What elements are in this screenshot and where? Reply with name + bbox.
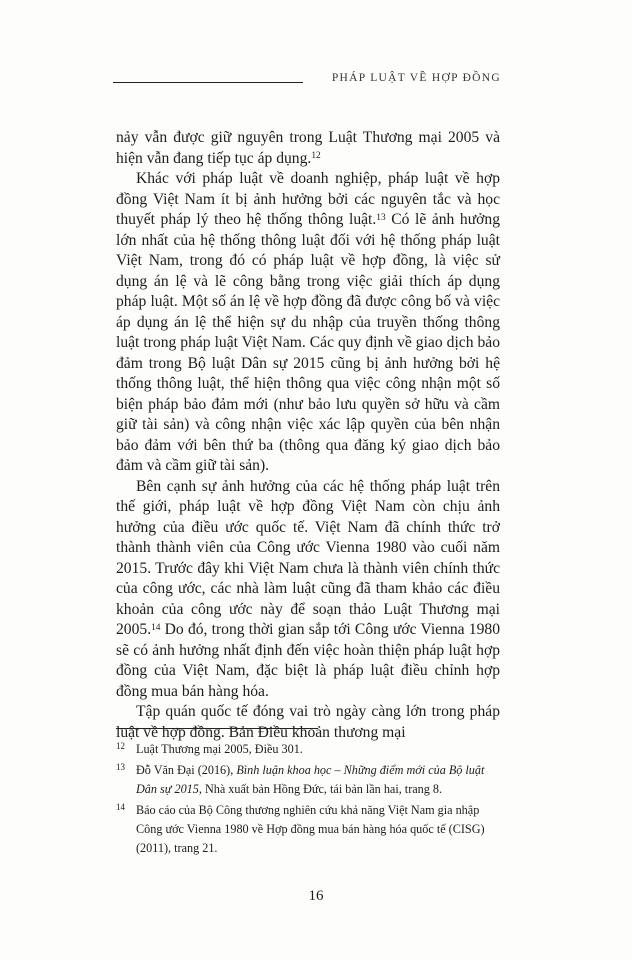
- footnote-text: [136, 740, 500, 759]
- text-run: Có lẽ ảnh hưởng lớn nhất của hệ thống thông luật đối với hệ thống pháp luật Việt Nam, trong đó có pháp luật về hợp đồng, là việc sử dụng án lệ và lẽ công bằng trong việc giải thích áp dụng pháp luật. Một số án lệ về hợp đồng đã được công bố và việc áp dụng án lệ thể hiện sự du nhập của truyền thống thông luật trong pháp luật Việt Nam. Các quy định về giao dịch bảo đảm trong Bộ luật Dân sự 2015 cũng bị ảnh hưởng bởi hệ thống thông luật, thể hiện thông qua việc công nhận một số biện pháp bảo đảm mới (như bảo lưu quyền sở hữu và cầm giữ tài sản) và công nhận việc xác lập quyền của bên nhận bảo đảm với bên thứ ba (thông qua đăng ký giao dịch bảo đảm và cầm giữ tài sản).: [116, 211, 500, 474]
- footnote-number: 12: [116, 741, 125, 751]
- text-run: , Nhà xuất bản Hồng Đức, tái bản lần hai, trang 8.: [198, 782, 443, 796]
- footnote: [116, 740, 500, 759]
- header-rule: [113, 82, 303, 83]
- footnote-number: 13: [116, 762, 125, 772]
- text-run: Bên cạnh sự ảnh hưởng của các hệ thống pháp luật trên thế giới, pháp luật về hợp đồng Việt Nam còn chịu ảnh hưởng của điều ước quốc tế. Việt Nam đã chính thức trở thành thành viên của Công ước Vienna 1980 vào cuối năm 2015. Trước đây khi Việt Nam chưa là thành viên chính thức của công ước, các nhà làm luật cũng đã tham khảo các điều khoản của công ước này để soạn thảo Luật Thương mại 2005.: [116, 477, 500, 638]
- footnote-ref: 14: [151, 622, 161, 633]
- running-header: [113, 70, 501, 92]
- text-run: Đỗ Văn Đại (2016),: [136, 763, 237, 777]
- footnote-number: 14: [116, 802, 125, 812]
- text-run: Tập quán quốc tế đóng vai trò ngày càng lớn trong pháp luật về hợp đồng. Bản Điều khoản thương mại: [116, 703, 500, 741]
- text-run: Luật Thương mại 2005, Điều 301.: [136, 742, 303, 756]
- paragraph: [116, 477, 500, 703]
- footnote: [116, 761, 500, 799]
- page-number: 16: [308, 888, 324, 904]
- text-run: Do đó, trong thời gian sắp tới Công ước Vienna 1980 sẽ có ảnh hưởng nhất định đến việc hoàn thiện pháp luật hợp đồng của Việt Nam, đặc biệt là pháp luật điều chỉnh hợp đồng mua bán hàng hóa.: [116, 621, 500, 700]
- footnote-rule: [116, 728, 318, 729]
- footnote: [116, 801, 500, 858]
- running-header-title: PHÁP LUẬT VỀ HỢP ĐỒNG: [331, 72, 501, 84]
- italic-title: Bình luận khoa học – Những điểm mới của Bộ luật Dân sự 2015: [136, 763, 485, 796]
- footnote-text: [136, 801, 500, 858]
- footnote-ref: 13: [376, 212, 386, 223]
- text-run: nảy vẫn được giữ nguyên trong Luật Thương mại 2005 và hiện vẫn đang tiếp tục áp dụng.: [116, 129, 500, 167]
- footnote-text: [136, 761, 500, 799]
- footnotes: [116, 740, 500, 860]
- text-run: Khác với pháp luật về doanh nghiệp, pháp luật về hợp đồng Việt Nam ít bị ảnh hưởng bởi các nguyên tắc và học thuyết pháp lý theo hệ thống thông luật.: [116, 170, 500, 228]
- paragraph: [116, 128, 500, 169]
- paragraph: [116, 169, 500, 477]
- text-run: Báo cáo của Bộ Công thương nghiên cứu khả năng Việt Nam gia nhập Công ước Vienna 1980 về Hợp đồng mua bán hàng hóa quốc tế (CISG) (2011), trang 21.: [136, 803, 485, 855]
- paragraph: [116, 702, 500, 743]
- footnote-ref: 12: [311, 151, 321, 162]
- body-text: [116, 128, 500, 743]
